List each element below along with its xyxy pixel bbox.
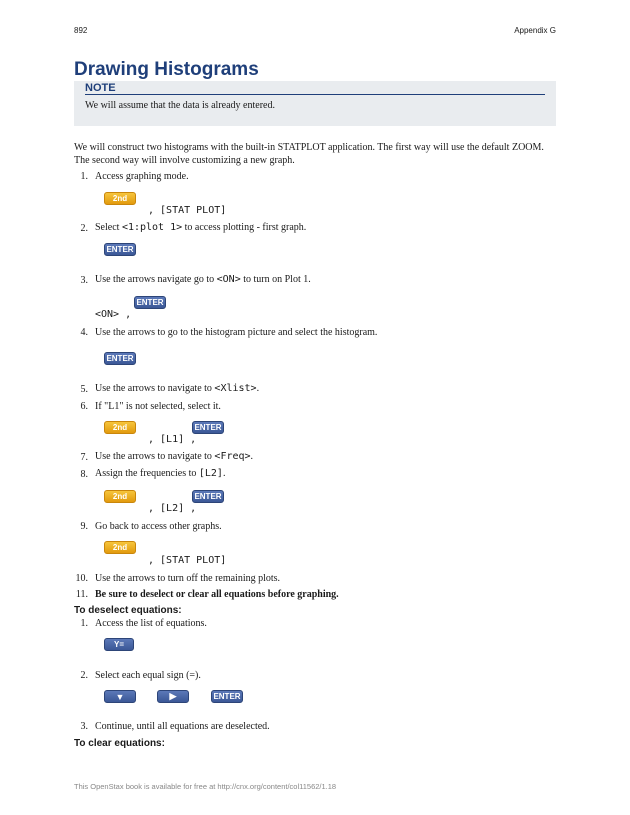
step-text: Access graphing mode. [95,171,189,182]
enter-key: ENTER [192,490,224,503]
step-text: Use the arrows to turn off the remaining plots. [95,573,281,584]
note-divider [85,94,545,95]
step-text: Access the list of equations. [95,618,207,629]
step-number: 4. [80,327,88,338]
page-number: 892 [74,26,88,35]
step-text: Select <1:plot 1> to access plotting - first graph. [95,222,307,233]
intro-paragraph: We will construct two histograms with the built-in STATPLOT application. The first way will use the default ZOOM. The second way will involve customizing a new graph. [74,142,544,166]
step-number: 5. [80,384,88,395]
step-number: 1. [80,618,88,629]
step-text: Select each equal sign (=). [95,670,201,681]
key-sequence-text: , [L2] , [148,503,197,514]
second-key: 2nd [104,421,136,434]
page-title: Drawing Histograms [74,59,259,80]
down-arrow-key-icon: ▼ [104,690,136,703]
step-text: Go back to access other graphs. [95,521,222,532]
enter-key: ENTER [134,296,166,309]
note-label: NOTE [85,82,116,94]
step-number: 10. [75,573,88,584]
enter-key: ENTER [211,690,243,703]
step-number: 6. [80,401,88,412]
step-number: 11. [75,589,88,600]
note-text: We will assume that the data is already entered. [85,100,275,111]
enter-key: ENTER [104,352,136,365]
key-sequence-text: , [L1] , [148,434,197,445]
step-number: 1. [80,171,88,182]
step-number: 2. [80,223,88,234]
step-text: Assign the frequencies to [L2]. [95,468,226,479]
step-text: Use the arrows navigate go to <ON> to turn on Plot 1. [95,274,311,285]
step-text: Use the arrows to go to the histogram picture and select the histogram. [95,327,378,338]
step-text: Continue, until all equations are deselected. [95,721,270,732]
step-number: 3. [80,721,88,732]
section-label: Appendix G [514,26,556,35]
step-text: Be sure to deselect or clear all equations before graphing. [95,589,339,600]
right-arrow-key-icon: ▶ [157,690,189,703]
step-number: 2. [80,670,88,681]
section-heading: To deselect equations: [74,605,182,616]
step-text: If "L1" is not selected, select it. [95,401,221,412]
second-key: 2nd [104,541,136,554]
key-sequence-text: , [STAT PLOT] [148,555,227,566]
step-number: 9. [80,521,88,532]
step-number: 7. [80,452,88,463]
second-key: 2nd [104,192,136,205]
step-text: Use the arrows to navigate to <Xlist>. [95,383,260,394]
footer-text: This OpenStax book is available for free at http://cnx.org/content/col11562/1.18 [74,782,337,791]
second-key: 2nd [104,490,136,503]
y-equals-key: Y= [104,638,134,651]
enter-key: ENTER [192,421,224,434]
key-sequence-text: , [STAT PLOT] [148,205,227,216]
step-number: 3. [80,275,88,286]
key-sequence-text: <ON> , [95,309,132,320]
step-number: 8. [80,469,88,480]
enter-key: ENTER [104,243,136,256]
step-text: Use the arrows to navigate to <Freq>. [95,451,254,462]
section-heading: To clear equations: [74,738,165,749]
